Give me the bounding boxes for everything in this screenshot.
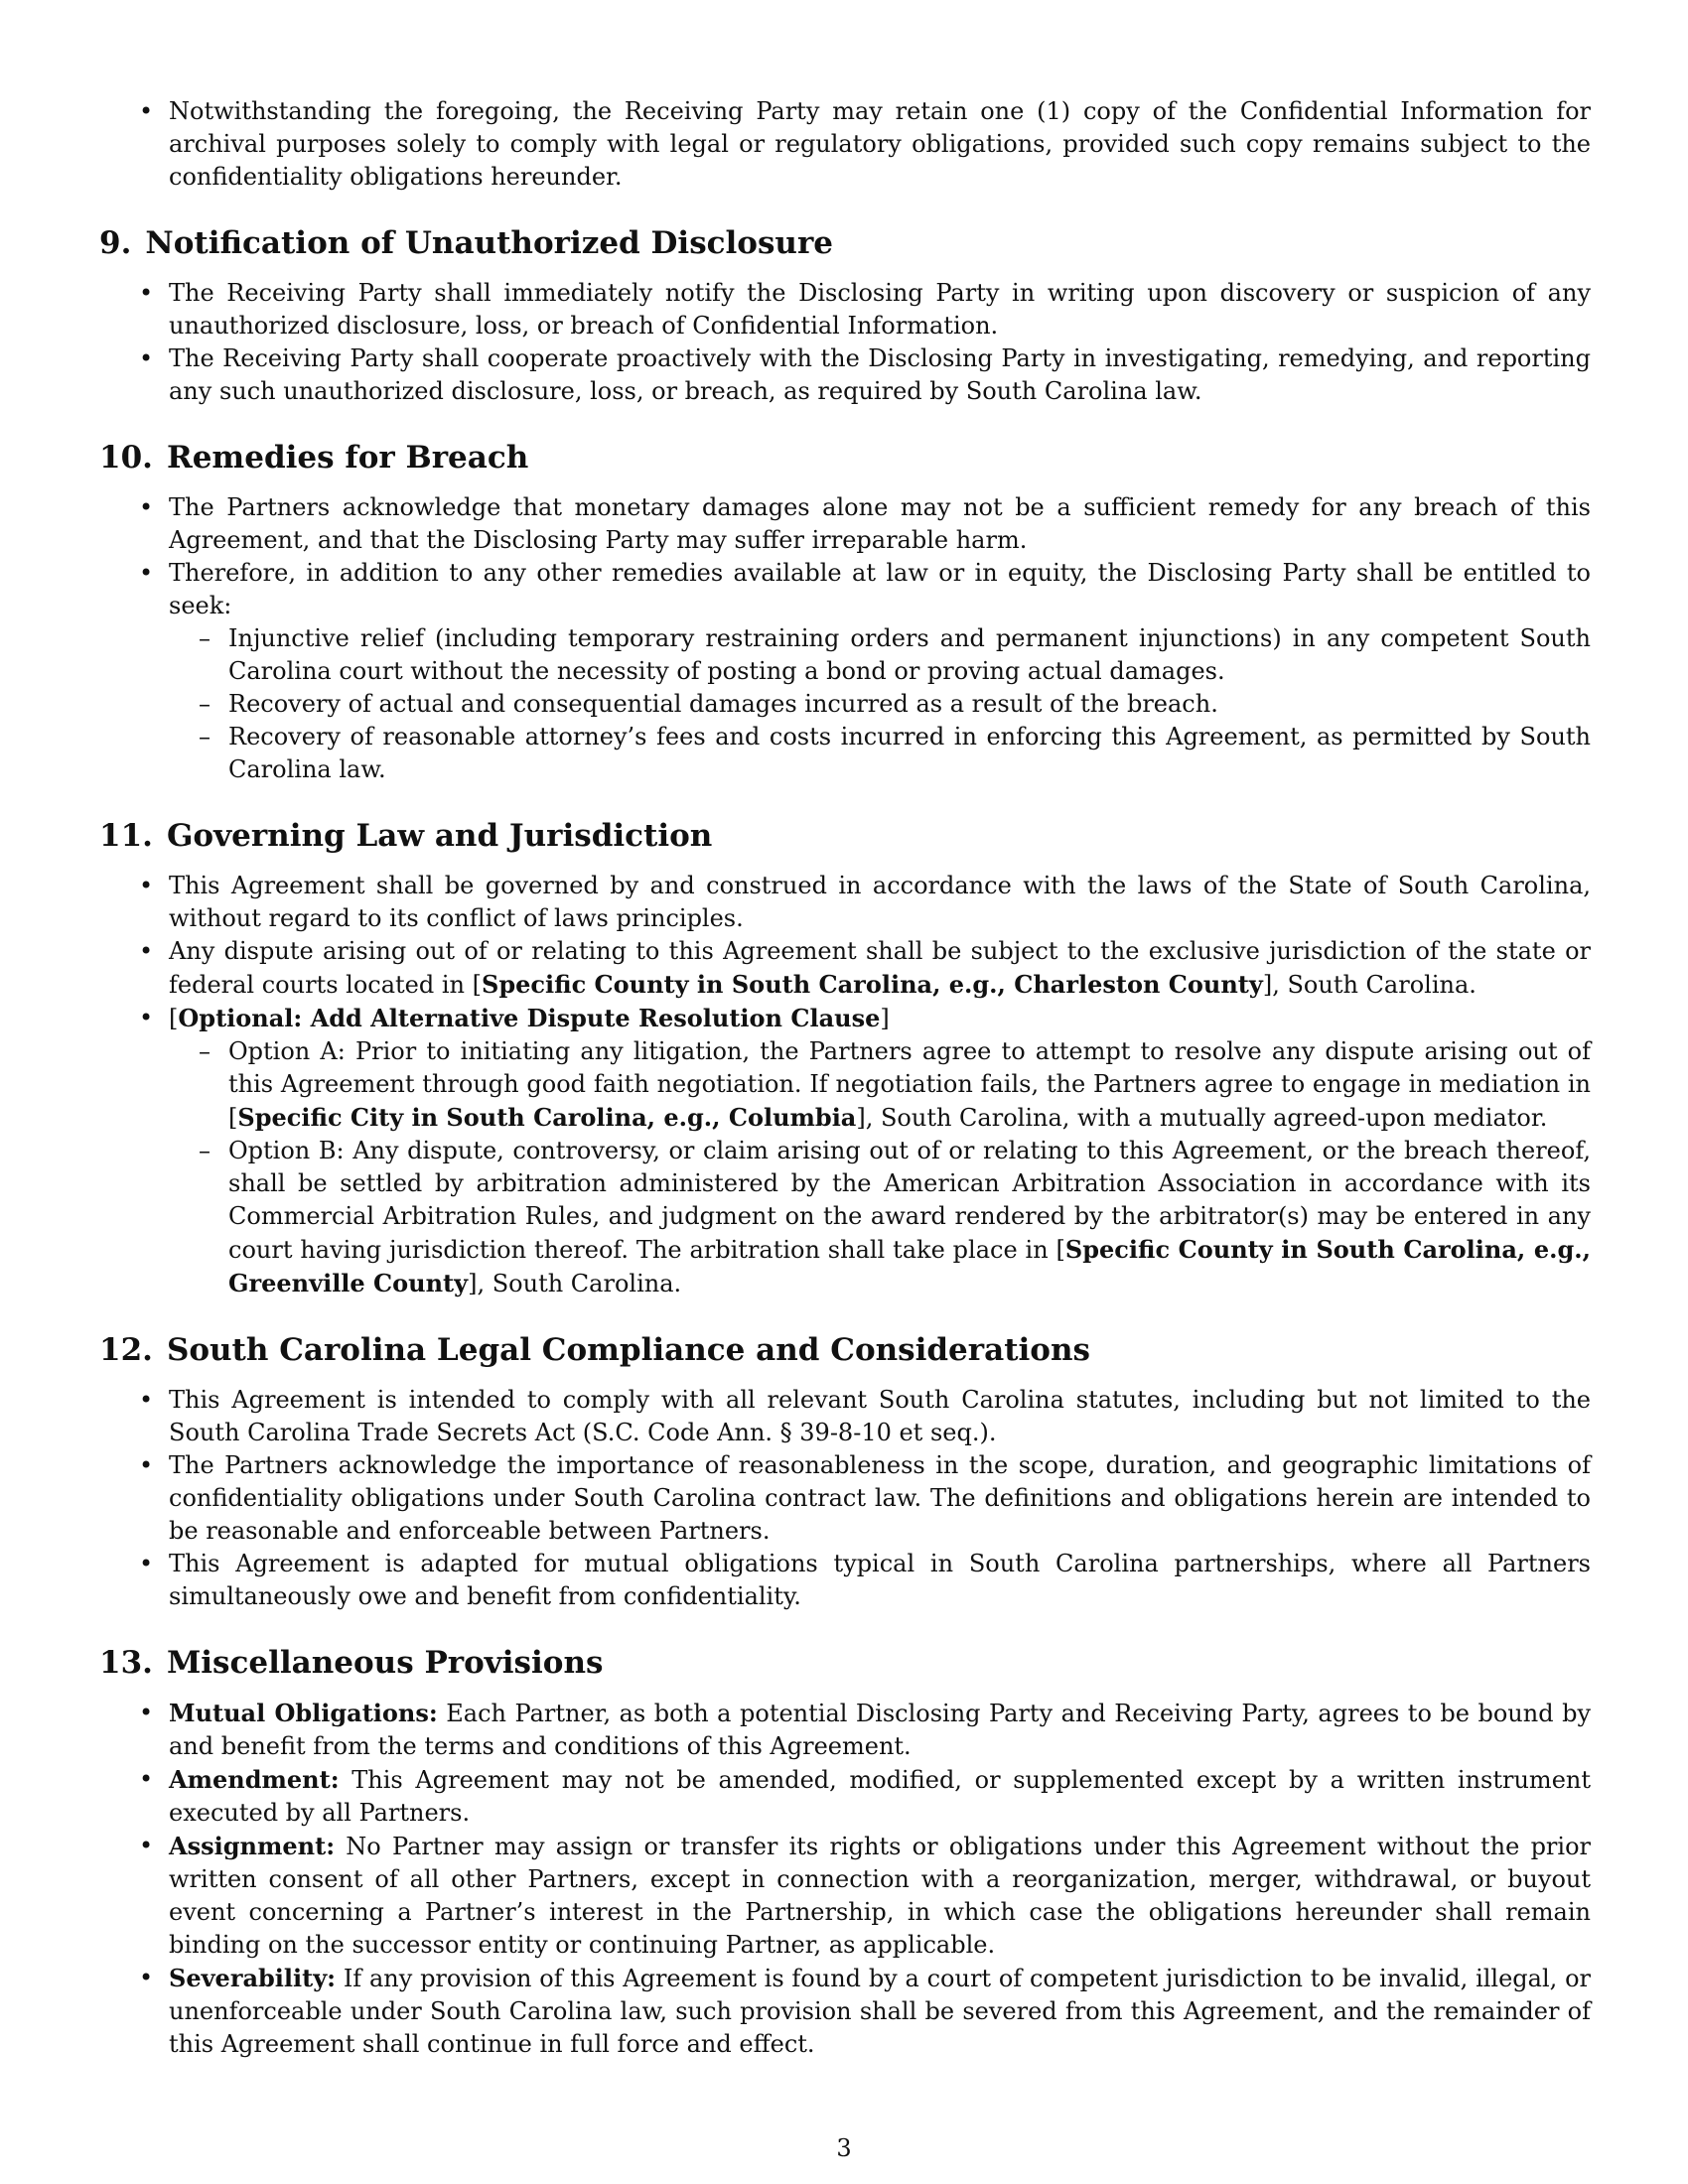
sublist-item-option-b <box>169 1135 1591 1300</box>
provision-label: Mutual Obligations: <box>169 1699 438 1727</box>
list-item: • The Receiving Party shall immediately notify the Disclosing Party in writing upon discovery or suspicion of any unauthorized disclosure, loss, or breach of Confidential Information. <box>99 277 1591 342</box>
text-segment: ], South Carolina. <box>468 1270 682 1297</box>
section-13-list <box>99 1697 1591 2061</box>
list-item: • This Agreement is adapted for mutual obligations typical in South Carolina partnerships, where all Partners simultaneously owe and benefit from confidentiality. <box>99 1548 1591 1613</box>
list-item <box>99 935 1591 1002</box>
list-item: • The Partners acknowledge the importance of reasonableness in the scope, duration, and geographic limitations of confidentiality obligations under South Carolina contract law. The definitions and obligations herein are intended to be reasonable and enforceable between Partners. <box>99 1449 1591 1548</box>
section-9-list <box>99 277 1591 408</box>
section-11-heading <box>99 816 1591 856</box>
page-number: 3 <box>836 2134 852 2162</box>
section-title: Notification of Unauthorized Disclosure <box>145 225 834 261</box>
section-10-list <box>99 491 1591 786</box>
list-item <box>99 1002 1591 1300</box>
section-number: 10. <box>99 440 153 476</box>
list-item <box>99 1697 1591 1763</box>
placeholder-city: Specific City in South Carolina, e.g., Columbia <box>237 1103 857 1132</box>
provision-label: Assignment: <box>169 1832 336 1860</box>
remedies-sublist <box>169 622 1591 786</box>
placeholder-county: Specific County in South Carolina, e.g., Greenville County <box>228 1235 1591 1297</box>
provision-text: Each Partner, as both a potential Disclosing Party and Receiving Party, agrees to be bound by and benefit from the terms and conditions of this Agreement. <box>169 1700 1591 1760</box>
sublist-item-option-a <box>169 1035 1591 1135</box>
section-title: Governing Law and Jurisdiction <box>166 818 713 854</box>
section-10-heading <box>99 438 1591 478</box>
list-item: • This Agreement shall be governed by and construed in accordance with the laws of the State of South Carolina, without regard to its conflict of laws principles. <box>99 870 1591 935</box>
list-item <box>99 1763 1591 1830</box>
section-title: Miscellaneous Provisions <box>166 1645 604 1681</box>
optional-adr-label: Optional: Add Alternative Dispute Resolution Clause <box>178 1004 881 1032</box>
adr-options-sublist <box>169 1035 1591 1300</box>
text-segment: ], South Carolina, with a mutually agreed-upon mediator. <box>856 1104 1548 1132</box>
provision-text: If any provision of this Agreement is found by a court of competent jurisdiction to be invalid, illegal, or unenforceable under South Carolina law, such provision shall be severed from this Agreement, and the remainder of this Agreement shall continue in full force and effect. <box>169 1965 1591 2058</box>
list-item: • Notwithstanding the foregoing, the Receiving Party may retain one (1) copy of the Confidential Information for archival purposes solely to comply with legal or regulatory obligations, provided such copy remains subject to the confidentiality obligations hereunder. <box>99 95 1591 194</box>
list-item <box>99 1830 1591 1962</box>
text-segment: Option B: Any dispute, controversy, or claim arising out of or relating to this Agreement, or the breach thereof, shall be settled by arbitration administered by the American Arbitration Association in accordance with its Commercial Arbitration Rules, and judgment on the award rendered by the arbitrator(s) may be entered in any court having jurisdiction thereof. The arbitration shall take place in [ <box>228 1137 1591 1264</box>
sublist-item: – Injunctive relief (including temporary restraining orders and permanent injunctions) in any competent South Carolina court without the necessity of posting a bond or proving actual damages. <box>169 622 1591 688</box>
list-item <box>99 557 1591 786</box>
text-segment: Option A: Prior to initiating any litigation, the Partners agree to attempt to resolve any dispute arising out of this Agreement through good faith negotiation. If negotiation fails, the Partners agree to engage in mediation in [ <box>228 1037 1591 1132</box>
section-number: 13. <box>99 1645 153 1681</box>
provision-label: Amendment: <box>169 1765 340 1794</box>
provision-label: Severability: <box>169 1964 337 1992</box>
sublist-item: – Recovery of reasonable attorney’s fees and costs incurred in enforcing this Agreement, as permitted by South Carolina law. <box>169 721 1591 786</box>
text-segment: ] <box>880 1005 890 1032</box>
section-9-heading <box>99 223 1591 263</box>
list-item: • This Agreement is intended to comply with all relevant South Carolina statutes, including but not limited to the South Carolina Trade Secrets Act (S.C. Code Ann. § 39-8-10 et seq.). <box>99 1384 1591 1449</box>
list-item <box>99 1962 1591 2061</box>
section-13-heading <box>99 1643 1591 1683</box>
section-12-list <box>99 1384 1591 1613</box>
section-title: South Carolina Legal Compliance and Considerations <box>166 1332 1090 1368</box>
section-12-heading <box>99 1330 1591 1370</box>
text-segment: Any dispute arising out of or relating to this Agreement shall be subject to the exclusive jurisdiction of the state or federal courts located in [ <box>169 937 1591 999</box>
text-segment: ], South Carolina. <box>1262 971 1477 999</box>
provision-text: This Agreement may not be amended, modified, or supplemented except by a written instrument executed by all Partners. <box>169 1766 1591 1827</box>
section-11-list <box>99 870 1591 1300</box>
text-segment: [ <box>169 1005 179 1032</box>
intro-list <box>99 95 1591 194</box>
list-item: • The Receiving Party shall cooperate proactively with the Disclosing Party in investigating, remedying, and reporting any such unauthorized disclosure, loss, or breach, as required by South Carolina law. <box>99 342 1591 408</box>
sublist-item: – Recovery of actual and consequential damages incurred as a result of the breach. <box>169 688 1591 721</box>
document-page <box>99 95 1591 2061</box>
list-item-text: Therefore, in addition to any other remedies available at law or in equity, the Disclosing Party shall be entitled to seek: <box>169 559 1591 619</box>
list-item: • The Partners acknowledge that monetary damages alone may not be a sufficient remedy for any breach of this Agreement, and that the Disclosing Party may suffer irreparable harm. <box>99 491 1591 557</box>
provision-text: No Partner may assign or transfer its rights or obligations under this Agreement without the prior written consent of all other Partners, except in connection with a reorganization, merger, withdrawal, or buyout event concerning a Partner’s interest in the Partnership, in which case the obligations hereunder shall remain binding on the successor entity or continuing Partner, as applicable. <box>169 1833 1591 1959</box>
section-number: 9. <box>99 225 132 261</box>
placeholder-county: Specific County in South Carolina, e.g., Charleston County <box>482 970 1263 999</box>
section-title: Remedies for Breach <box>166 440 529 476</box>
section-number: 11. <box>99 818 153 854</box>
section-number: 12. <box>99 1332 153 1368</box>
